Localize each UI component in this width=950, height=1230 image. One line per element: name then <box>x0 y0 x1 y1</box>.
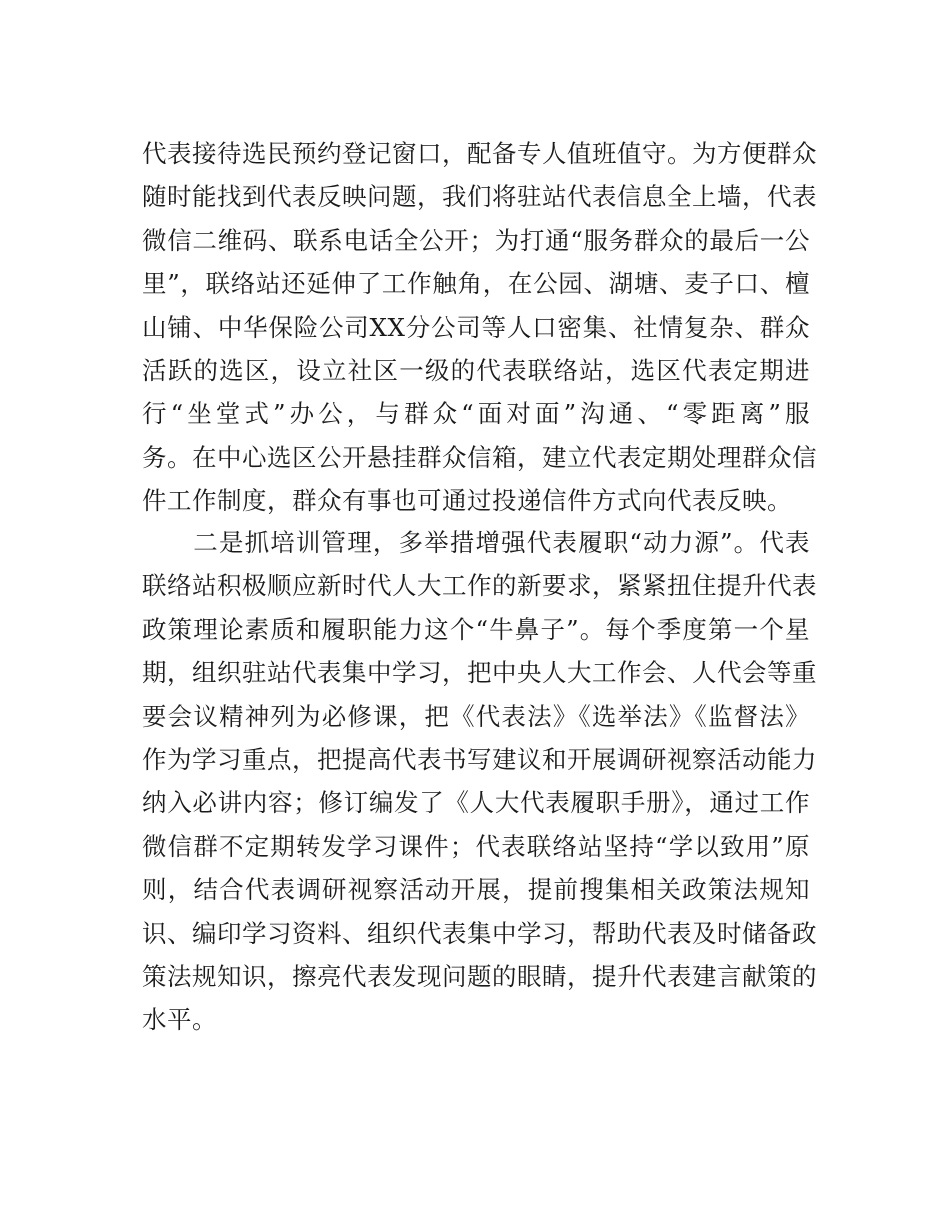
text-line: 策法规知识，擦亮代表发现问题的眼睛，提升代表建言献策的 <box>142 961 817 991</box>
text-line: 期，组织驻站代表集中学习，把中央人大工作会、人代会等重 <box>142 658 817 688</box>
text-line: 作为学习重点，把提高代表书写建议和开展调研视察活动能力 <box>142 744 817 774</box>
paragraph-service-window <box>142 132 817 523</box>
text-line: 微信群不定期转发学习课件；代表联络站坚持“学以致用”原 <box>142 831 810 861</box>
text-line: 山铺、中华保险公司XX分公司等人口密集、社情复杂、群众 <box>142 312 810 342</box>
text-line: 随时能找到代表反映问题，我们将驻站代表信息全上墙，代表 <box>142 182 817 212</box>
text-line: 要会议精神列为必修课，把《代表法》《选举法》《监督法》 <box>142 701 810 731</box>
text-line: 务。在中心选区公开悬挂群众信箱，建立代表定期处理群众信 <box>142 442 817 472</box>
text-line: 代表接待选民预约登记窗口，配备专人值班值守。为方便群众 <box>142 139 817 168</box>
text-line: 政策理论素质和履职能力这个“牛鼻子”。每个季度第一个星 <box>142 614 810 644</box>
text-line: 联络站积极顺应新时代人大工作的新要求，紧紧扭住提升代表 <box>142 571 817 601</box>
text-line: 纳入必讲内容；修订编发了《人大代表履职手册》，通过工作 <box>142 788 810 818</box>
text-line: 里”，联络站还延伸了工作触角，在公园、湖塘、麦子口、檀 <box>142 269 810 299</box>
text-line: 件工作制度，群众有事也可通过投递信件方式向代表反映。 <box>142 486 792 516</box>
paragraph-training-management <box>142 521 817 1042</box>
text-line: 二是抓培训管理，多举措增强代表履职“动力源”。代表 <box>142 528 810 557</box>
text-line: 微信二维码、联系电话全公开；为打通“服务群众的最后一公 <box>142 225 810 255</box>
text-line: 水平。 <box>142 1005 217 1035</box>
text-line: 活跃的选区，设立社区一级的代表联络站，选区代表定期进 <box>142 355 810 385</box>
text-line: 则，结合代表调研视察活动开展，提前搜集相关政策法规知 <box>142 875 810 905</box>
text-line: 识、编印学习资料、组织代表集中学习，帮助代表及时储备政 <box>142 918 817 948</box>
text-line: 行“坐堂式”办公，与群众“面对面”沟通、“零距离”服 <box>142 399 810 429</box>
